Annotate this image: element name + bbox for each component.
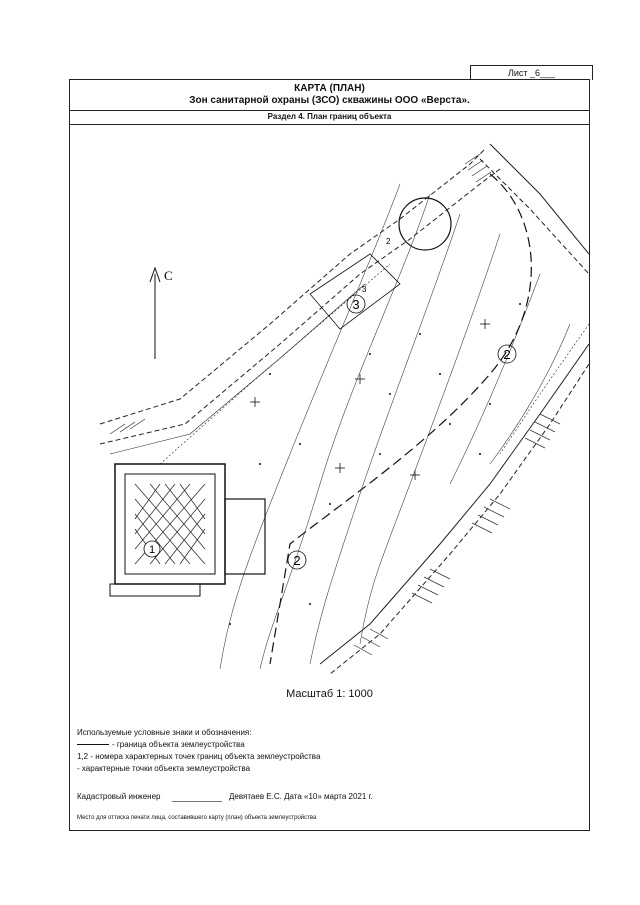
- site-plan: [70, 124, 589, 684]
- north-arrow-icon: [150, 268, 160, 359]
- signature-line: [172, 801, 222, 802]
- point-label-2: 2: [386, 237, 391, 246]
- boundary-line-icon: [77, 744, 109, 745]
- legend-item-points: - характерные точки объекта землеустройства: [77, 764, 251, 773]
- well-zone-circle: [399, 198, 451, 250]
- elevation-points: [229, 303, 521, 625]
- right-road-edge: [320, 144, 589, 674]
- legend-item-point-numbers: 1,2 - номера характерных точек границ объекта землеустройства: [77, 752, 321, 761]
- map-title: КАРТА (ПЛАН): [294, 83, 365, 94]
- sheet-number: Лист _6___: [470, 65, 593, 80]
- legend: [77, 727, 320, 775]
- zone-2-boundary: [270, 174, 531, 664]
- section-title: Раздел 4. План границ объекта: [70, 110, 589, 125]
- north-label: С: [164, 268, 173, 283]
- stamp-note: Место для оттиска печати лица, составившего карту (план) объекта землеустройства: [77, 815, 317, 821]
- slope-hatching: [110, 154, 560, 655]
- map-subtitle: Зон санитарной охраны (ЗСО) скважины ООО «Верста».: [189, 95, 470, 106]
- survey-marks: [250, 319, 490, 480]
- contour-lines: [220, 184, 570, 669]
- title-block: [70, 80, 589, 111]
- zone-3-boundary: [310, 254, 400, 329]
- engineer-name-date: Девятаев Е.С. Дата «10» марта 2021 г.: [229, 792, 373, 801]
- zone-label-2a: 2: [293, 553, 301, 568]
- legend-item-boundary: - граница объекта землеустройства: [77, 739, 320, 751]
- map-frame: [69, 79, 590, 831]
- zone-label-3: 3: [352, 297, 360, 312]
- building: [110, 464, 265, 596]
- zone-label-2b: 2: [503, 347, 511, 362]
- engineer-role: Кадастровый инженер: [77, 792, 161, 801]
- scale-label: Масштаб 1: 1000: [286, 688, 373, 700]
- road-corridor: [100, 149, 500, 464]
- zone-label-1: 1: [148, 544, 156, 556]
- legend-heading: Используемые условные знаки и обозначения:: [77, 728, 252, 737]
- point-label-3: 3: [362, 285, 367, 294]
